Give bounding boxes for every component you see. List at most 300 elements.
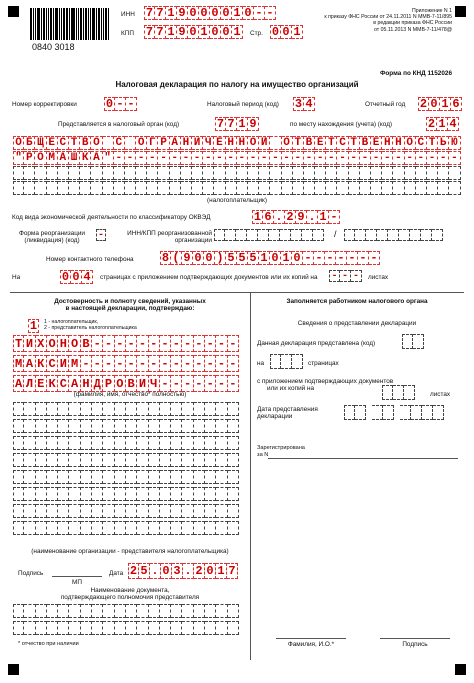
form-cell bbox=[216, 470, 227, 484]
form-cell: - bbox=[329, 210, 340, 224]
form-cell: - bbox=[136, 151, 147, 165]
form-cell bbox=[203, 181, 214, 195]
form-cell bbox=[182, 604, 193, 618]
form-cell bbox=[137, 436, 148, 450]
form-cell bbox=[237, 181, 248, 195]
form-cell: - bbox=[369, 251, 380, 265]
appendix-note: Приложение N 1 к приказу ФНС России от 24.11.2011 N ММВ-7-11/895 в редакции приказа ФНС России от 05.11.2013 N ММВ-7-11/478@ bbox=[324, 8, 452, 33]
info-title: Сведения о представлении декларации bbox=[297, 320, 417, 327]
form-cell bbox=[214, 166, 225, 180]
barcode-bar bbox=[35, 8, 36, 40]
form-cell: - bbox=[270, 151, 281, 165]
form-cell: . bbox=[307, 210, 318, 224]
form-cell bbox=[438, 181, 449, 195]
right-sheets-label: листах bbox=[430, 391, 451, 398]
form-cell: - bbox=[137, 355, 148, 372]
form-cell bbox=[115, 521, 126, 535]
form-cell bbox=[399, 229, 410, 241]
form-cell: - bbox=[259, 151, 270, 165]
form-cell bbox=[315, 166, 326, 180]
barcode-bar bbox=[72, 8, 75, 40]
form-cell bbox=[449, 181, 460, 195]
form-cell bbox=[205, 504, 216, 518]
knd-code: Форма по КНД 1152026 bbox=[379, 70, 452, 77]
form-cell: - bbox=[205, 375, 216, 392]
form-cell: 5 bbox=[139, 563, 150, 579]
form-cell: - bbox=[393, 151, 404, 165]
form-cell bbox=[13, 181, 24, 195]
form-cell: Н bbox=[237, 136, 248, 150]
form-cell bbox=[194, 419, 205, 433]
barcode-bar bbox=[108, 8, 109, 40]
form-cell: Е bbox=[47, 136, 58, 150]
corner-marker bbox=[8, 664, 19, 675]
form-cell bbox=[438, 166, 449, 180]
barcode-bar bbox=[48, 8, 49, 40]
form-cell bbox=[259, 181, 270, 195]
form-cell bbox=[69, 470, 80, 484]
form-cell bbox=[205, 453, 216, 467]
barcode-bar bbox=[59, 8, 60, 40]
form-cell: 0 bbox=[271, 25, 280, 39]
form-cell bbox=[126, 470, 137, 484]
fio-line bbox=[276, 638, 346, 639]
form-cell bbox=[171, 470, 182, 484]
form-cell bbox=[115, 504, 126, 518]
org-row bbox=[13, 504, 239, 518]
form-cell bbox=[24, 470, 35, 484]
barcode-bar bbox=[101, 8, 102, 40]
form-cell bbox=[137, 521, 148, 535]
form-cell: - bbox=[216, 335, 227, 352]
form-cell: 0 bbox=[188, 6, 199, 20]
form-cell bbox=[182, 504, 193, 518]
form-cell: 9 bbox=[177, 25, 188, 39]
form-cell: - bbox=[125, 151, 136, 165]
form-cell bbox=[69, 504, 80, 518]
form-cell: О bbox=[91, 136, 102, 150]
form-cell bbox=[47, 604, 58, 618]
form-cell bbox=[170, 181, 181, 195]
form-cell: - bbox=[126, 335, 137, 352]
form-cell bbox=[126, 436, 137, 450]
taxpayer-row-1 bbox=[13, 136, 461, 150]
form-cell bbox=[326, 166, 337, 180]
barcode-bar bbox=[41, 8, 42, 40]
form-cell bbox=[126, 487, 137, 501]
form-cell bbox=[337, 166, 348, 180]
form-cell bbox=[36, 487, 47, 501]
form-cell bbox=[69, 419, 80, 433]
form-cell bbox=[228, 436, 239, 450]
form-cell bbox=[216, 504, 227, 518]
form-cell bbox=[228, 521, 239, 535]
form-cell bbox=[137, 470, 148, 484]
date-field bbox=[128, 563, 238, 579]
inn-field bbox=[144, 6, 276, 20]
form-cell bbox=[149, 604, 160, 618]
form-cell: - bbox=[182, 375, 193, 392]
form-cell bbox=[114, 166, 125, 180]
phone-field bbox=[160, 251, 380, 265]
sign-label: Подпись bbox=[18, 570, 44, 577]
slash-separator: / bbox=[334, 229, 337, 239]
form-cell bbox=[158, 166, 169, 180]
form-cell: С bbox=[58, 136, 69, 150]
form-cell bbox=[413, 334, 424, 349]
form-cell bbox=[58, 621, 69, 635]
form-cell bbox=[383, 405, 394, 420]
reorg-label: Форма реорганизации (ликвидация) (код) bbox=[18, 230, 86, 244]
form-cell bbox=[103, 181, 114, 195]
form-cell: 2 bbox=[285, 210, 296, 224]
form-cell bbox=[194, 521, 205, 535]
form-cell bbox=[13, 402, 24, 416]
form-cell: Т bbox=[427, 136, 438, 150]
submitted-label: Данная декларация представлена (код) bbox=[257, 340, 376, 347]
form-cell bbox=[405, 181, 416, 195]
form-cell: Н bbox=[382, 136, 393, 150]
form-cell bbox=[24, 436, 35, 450]
form-cell bbox=[137, 402, 148, 416]
form-cell bbox=[69, 521, 80, 535]
form-cell: ) bbox=[215, 251, 226, 265]
form-cell: - bbox=[115, 355, 126, 372]
form-cell bbox=[149, 402, 160, 416]
form-cell bbox=[344, 229, 355, 241]
form-cell bbox=[58, 470, 69, 484]
form-cell: - bbox=[293, 151, 304, 165]
form-cell bbox=[377, 229, 388, 241]
form-cell: 7 bbox=[227, 563, 238, 579]
form-cell bbox=[137, 419, 148, 433]
form-cell: - bbox=[329, 270, 340, 282]
form-cell: - bbox=[149, 335, 160, 352]
barcode-bar bbox=[80, 8, 82, 40]
form-cell bbox=[194, 621, 205, 635]
form-cell: 1 bbox=[440, 97, 451, 111]
form-cell bbox=[125, 166, 136, 180]
form-cell bbox=[126, 402, 137, 416]
form-cell bbox=[225, 229, 236, 241]
form-cell bbox=[259, 166, 270, 180]
barcode-bar bbox=[71, 8, 72, 40]
barcode-bar bbox=[37, 8, 40, 40]
form-cell: Н bbox=[226, 136, 237, 150]
form-cell: Е bbox=[214, 136, 225, 150]
form-cell: 1 bbox=[292, 25, 303, 39]
form-cell bbox=[214, 229, 225, 241]
form-cell bbox=[115, 470, 126, 484]
form-cell: Ч bbox=[203, 136, 214, 150]
form-cell: Т bbox=[349, 136, 360, 150]
form-cell bbox=[181, 166, 192, 180]
form-cell: 0 bbox=[193, 251, 204, 265]
form-cell bbox=[136, 166, 147, 180]
form-cell bbox=[160, 487, 171, 501]
period-label: Налоговый период (код) bbox=[207, 101, 279, 108]
barcode-bar bbox=[43, 8, 45, 40]
barcode-bar bbox=[85, 8, 87, 40]
form-cell: 0 bbox=[161, 563, 172, 579]
form-cell: Ш bbox=[69, 151, 80, 165]
form-cell: - bbox=[114, 151, 125, 165]
form-cell: 1 bbox=[216, 563, 227, 579]
form-cell bbox=[13, 521, 24, 535]
form-cell: - bbox=[416, 151, 427, 165]
form-cell bbox=[69, 181, 80, 195]
form-cell: 0 bbox=[270, 251, 281, 265]
form-cell bbox=[171, 453, 182, 467]
barcode-bar bbox=[66, 8, 68, 40]
form-cell: - bbox=[216, 375, 227, 392]
form-cell: 9 bbox=[182, 251, 193, 265]
column-divider bbox=[250, 292, 251, 660]
form-cell bbox=[36, 521, 47, 535]
form-cell bbox=[228, 453, 239, 467]
on-label: на bbox=[257, 360, 265, 367]
form-cell: 5 bbox=[237, 251, 248, 265]
form-cell bbox=[114, 181, 125, 195]
form-cell bbox=[126, 621, 137, 635]
form-cell bbox=[103, 521, 114, 535]
form-cell bbox=[47, 436, 58, 450]
form-cell bbox=[237, 166, 248, 180]
form-cell: Т bbox=[13, 335, 24, 352]
form-cell: А bbox=[58, 151, 69, 165]
form-cell bbox=[92, 419, 103, 433]
surname-field bbox=[13, 335, 239, 352]
form-cell bbox=[81, 521, 92, 535]
form-cell bbox=[337, 181, 348, 195]
form-cell: . bbox=[274, 210, 285, 224]
form-cell: 1 bbox=[237, 117, 248, 131]
form-cell bbox=[292, 354, 303, 369]
form-cell: 4 bbox=[82, 270, 93, 284]
form-cell: - bbox=[325, 251, 336, 265]
org-row bbox=[13, 487, 239, 501]
form-cell bbox=[270, 166, 281, 180]
form-cell bbox=[194, 470, 205, 484]
barcode-bar bbox=[63, 8, 65, 40]
form-cell: Ю bbox=[449, 136, 460, 150]
form-cell: - bbox=[171, 375, 182, 392]
date-label: Дата bbox=[109, 570, 124, 577]
form-cell bbox=[149, 521, 160, 535]
fio-caption: (фамилия, имя, отчество* полностью) bbox=[73, 391, 187, 398]
form-cell: - bbox=[194, 375, 205, 392]
form-cell bbox=[149, 470, 160, 484]
form-cell bbox=[410, 229, 421, 241]
form-cell bbox=[92, 604, 103, 618]
form-cell bbox=[115, 402, 126, 416]
form-cell bbox=[58, 521, 69, 535]
form-cell bbox=[13, 470, 24, 484]
org-row bbox=[13, 521, 239, 535]
form-cell: 1 bbox=[232, 25, 243, 39]
form-cell: 0 bbox=[61, 270, 70, 284]
right-heading: Заполняется работником налогового органа bbox=[286, 298, 428, 305]
form-cell bbox=[149, 487, 160, 501]
form-cell: 0 bbox=[243, 6, 254, 20]
doc-label: Наименование документа, подтверждающего полномочия представителя bbox=[60, 587, 200, 601]
form-cell bbox=[35, 181, 46, 195]
form-cell: Н bbox=[181, 136, 192, 150]
form-cell: 8 bbox=[161, 251, 170, 265]
form-cell bbox=[404, 385, 415, 400]
form-cell: Ч bbox=[149, 375, 160, 392]
form-cell bbox=[81, 470, 92, 484]
form-cell: 6 bbox=[451, 97, 462, 111]
taxpayer-caption: (налогоплательщик) bbox=[207, 197, 267, 204]
form-cell: 6 bbox=[263, 210, 274, 224]
form-cell: В bbox=[80, 136, 91, 150]
footnote: * отчество при наличии bbox=[18, 641, 79, 647]
form-cell bbox=[58, 436, 69, 450]
form-cell bbox=[137, 604, 148, 618]
form-cell bbox=[149, 504, 160, 518]
form-cell: - bbox=[226, 151, 237, 165]
form-cell bbox=[126, 604, 137, 618]
form-title: Налоговая декларация по налогу на имущество организаций bbox=[115, 80, 359, 89]
form-cell: 7 bbox=[216, 117, 225, 131]
form-cell bbox=[203, 166, 214, 180]
form-cell bbox=[103, 419, 114, 433]
period-field bbox=[293, 97, 315, 111]
org-row bbox=[13, 402, 239, 416]
form-cell: 0 bbox=[292, 251, 303, 265]
form-cell: - bbox=[351, 270, 362, 282]
form-cell bbox=[160, 604, 171, 618]
form-cell: М bbox=[13, 355, 24, 372]
form-cell: Ь bbox=[438, 136, 449, 150]
form-cell bbox=[216, 604, 227, 618]
form-cell bbox=[236, 229, 247, 241]
form-cell bbox=[416, 181, 427, 195]
name-field bbox=[13, 355, 239, 372]
form-cell bbox=[80, 166, 91, 180]
form-cell: - bbox=[282, 151, 293, 165]
form-cell: - bbox=[126, 355, 137, 372]
form-cell: К bbox=[47, 375, 58, 392]
form-cell bbox=[24, 487, 35, 501]
form-cell bbox=[293, 166, 304, 180]
pages-suffix: страницах с приложением подтверждающих документов или их копий на bbox=[100, 274, 318, 281]
form-cell bbox=[366, 229, 377, 241]
form-cell bbox=[58, 419, 69, 433]
form-cell bbox=[13, 504, 24, 518]
form-cell: А bbox=[170, 136, 181, 150]
form-cell bbox=[69, 604, 80, 618]
form-cell bbox=[388, 229, 399, 241]
form-cell bbox=[103, 436, 114, 450]
form-cell: - bbox=[304, 151, 315, 165]
form-cell bbox=[160, 419, 171, 433]
page-number-field bbox=[270, 25, 303, 39]
confirm-heading: Достоверность и полноту сведений, указанных в настоящей декларации, подтверждаю: bbox=[54, 298, 206, 312]
form-cell: О bbox=[405, 136, 416, 150]
form-cell: - bbox=[315, 151, 326, 165]
form-cell: - bbox=[237, 151, 248, 165]
correction-field bbox=[104, 97, 137, 111]
form-cell: - bbox=[103, 335, 114, 352]
form-cell bbox=[36, 453, 47, 467]
form-cell: Л bbox=[24, 375, 35, 392]
form-cell bbox=[92, 621, 103, 635]
doc-row bbox=[13, 621, 239, 635]
form-cell bbox=[36, 621, 47, 635]
form-cell: О bbox=[248, 136, 259, 150]
form-cell: А bbox=[91, 151, 102, 165]
form-cell bbox=[35, 166, 46, 180]
form-cell: 2 bbox=[194, 563, 205, 579]
form-cell bbox=[205, 487, 216, 501]
form-cell bbox=[247, 229, 258, 241]
form-cell bbox=[126, 504, 137, 518]
form-cell bbox=[205, 521, 216, 535]
form-cell bbox=[103, 504, 114, 518]
form-cell bbox=[149, 453, 160, 467]
form-cell bbox=[160, 436, 171, 450]
form-cell bbox=[58, 402, 69, 416]
form-cell bbox=[181, 181, 192, 195]
form-cell: 0 bbox=[429, 97, 440, 111]
form-cell bbox=[171, 436, 182, 450]
form-cell bbox=[349, 181, 360, 195]
form-cell: 7 bbox=[155, 25, 166, 39]
form-cell bbox=[182, 453, 193, 467]
form-cell bbox=[92, 436, 103, 450]
form-cell: . bbox=[150, 563, 161, 579]
form-cell bbox=[24, 521, 35, 535]
form-cell bbox=[226, 181, 237, 195]
phone-label: Номер контактного телефона bbox=[46, 256, 134, 263]
form-cell bbox=[422, 405, 433, 420]
form-cell bbox=[58, 604, 69, 618]
form-cell: 0 bbox=[71, 270, 82, 284]
form-cell: 0 bbox=[188, 25, 199, 39]
form-cell: И bbox=[58, 355, 69, 372]
form-cell bbox=[103, 621, 114, 635]
form-cell: Х bbox=[36, 335, 47, 352]
form-cell bbox=[81, 621, 92, 635]
form-cell: " bbox=[13, 151, 24, 165]
form-cell: - bbox=[349, 151, 360, 165]
form-cell: С bbox=[58, 375, 69, 392]
registered-line bbox=[268, 458, 458, 459]
form-cell bbox=[360, 166, 371, 180]
form-cell bbox=[194, 436, 205, 450]
barcode-bar bbox=[76, 8, 77, 40]
form-cell: С bbox=[47, 355, 58, 372]
form-cell bbox=[355, 405, 366, 420]
barcode-bar bbox=[46, 8, 47, 40]
right-date-field bbox=[344, 405, 444, 420]
form-cell bbox=[81, 436, 92, 450]
form-cell bbox=[449, 166, 460, 180]
form-cell bbox=[216, 453, 227, 467]
form-cell bbox=[248, 166, 259, 180]
form-cell: 7 bbox=[155, 6, 166, 20]
doc-row bbox=[13, 604, 239, 618]
reorg-inn-field bbox=[214, 229, 324, 241]
form-cell bbox=[194, 402, 205, 416]
sig-line bbox=[380, 638, 450, 639]
form-cell: - bbox=[137, 335, 148, 352]
form-cell bbox=[411, 405, 422, 420]
location-label: по месту нахождения (учета) (код) bbox=[290, 121, 393, 128]
form-cell: " bbox=[103, 151, 114, 165]
